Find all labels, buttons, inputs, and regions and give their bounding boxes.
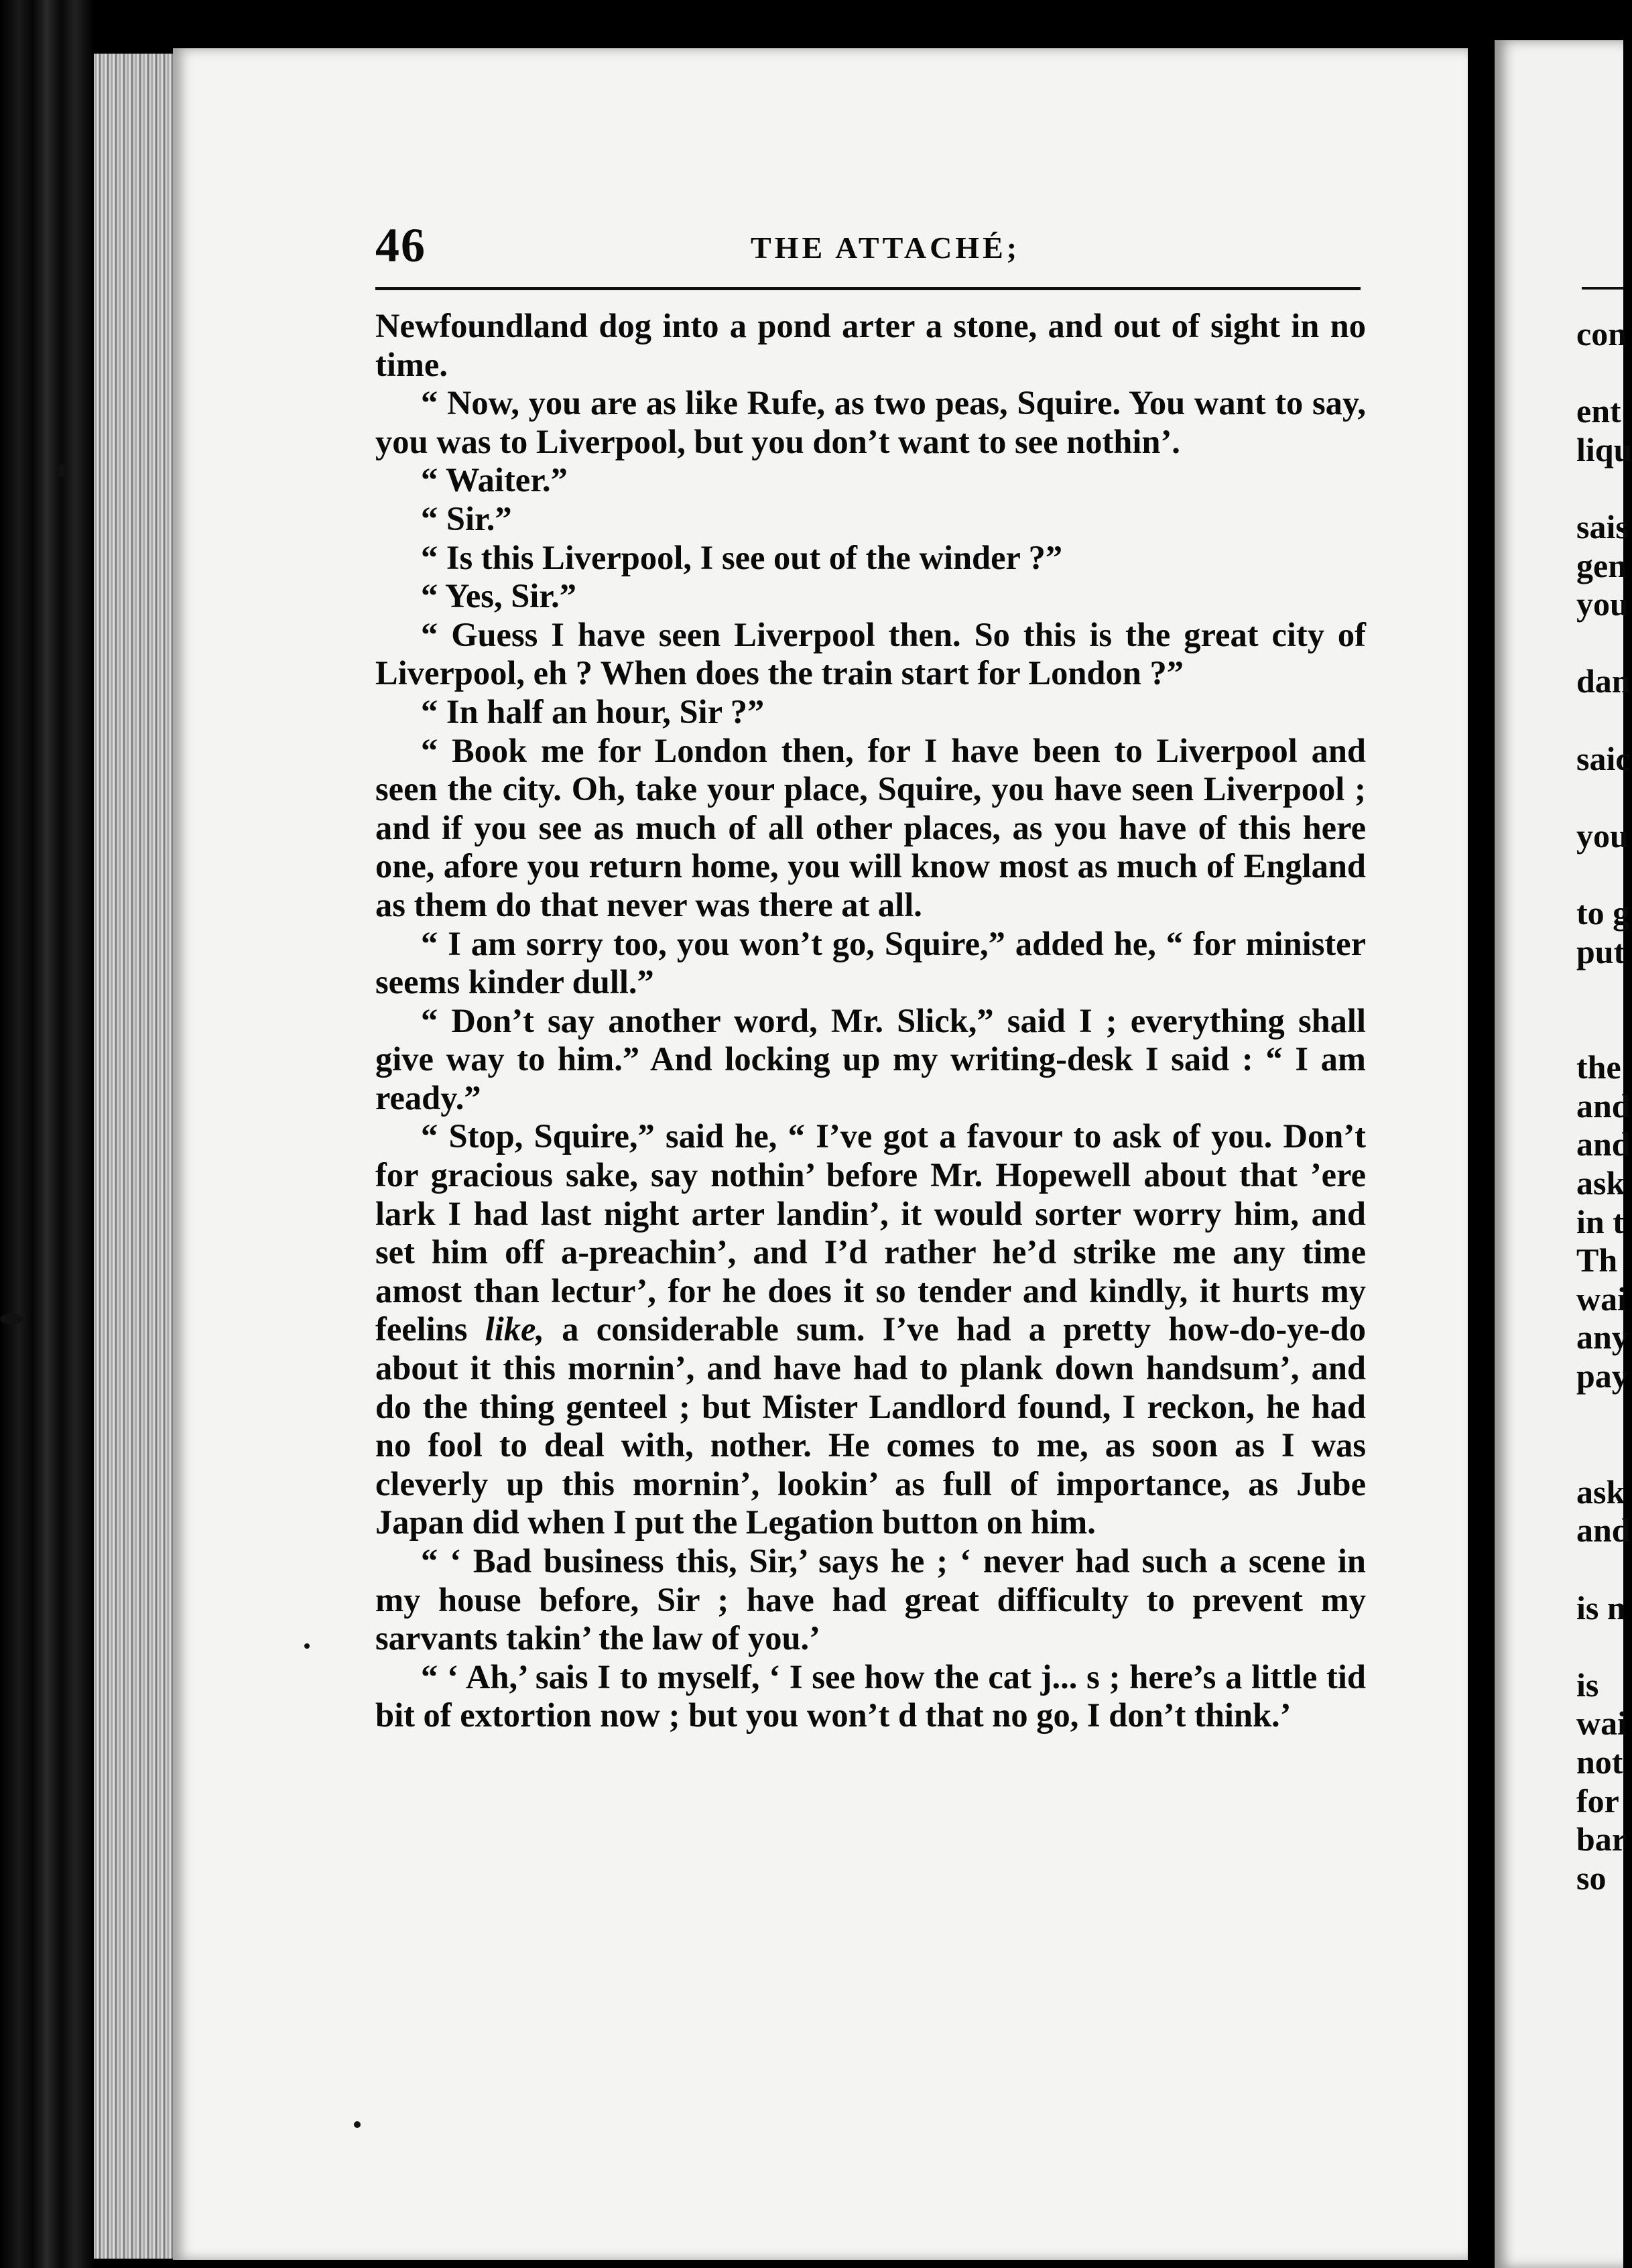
facing-line-fragment: and [1576,1511,1631,1550]
facing-line-fragment [1576,701,1623,740]
facing-line-fragment: you [1576,816,1629,855]
facing-line-fragment: and [1576,1125,1631,1163]
scan-speck [354,2121,361,2128]
paragraph [375,1117,1366,1542]
facing-line-fragment: Th [1576,1241,1618,1279]
paragraph: “ Guess I have seen Liverpool then. So this is the great city of Liverpool, eh ? When does the train start for London ?” [375,615,1366,692]
facing-line-fragment: to g [1576,893,1630,932]
facing-line-fragment: pay [1576,1357,1629,1395]
facing-line-fragment: con [1576,315,1627,353]
binding-gutter [1468,40,1495,2268]
facing-line-fragment: is [1576,1665,1599,1704]
facing-line-fragment: dan [1576,662,1631,700]
facing-line-fragment: so [1576,1858,1607,1897]
facing-line-fragment: is n [1576,1588,1626,1627]
scan-speck [304,1643,310,1649]
facing-line-fragment: bar [1576,1820,1627,1858]
paragraph: “ Sir.” [421,499,512,538]
book-edge [0,0,94,2268]
facing-line-fragment: and [1576,1086,1631,1125]
paragraph-text: a considerable sum. I’ve had a pretty how-do-ye-do about it this mornin’, and have had to plank down handsum’, and do the thing genteel ; but Mister Landlord found, I reckon, he had no fool to deal with, nother. He comes to me, as soon as I was cleverly up this mornin’, lookin’ as full of importance, as Jube Japan did when I put the Legation button on him. [375,1310,1366,1541]
paragraph: “ Is this Liverpool, I see out of the winder ?” [421,538,1063,576]
paragraph: “ I am sorry too, you won’t go, Squire,” added he, “ for minister seems kinder dull.” [375,924,1366,1001]
facing-line-fragment [1576,469,1623,508]
paragraph: “ Yes, Sir.” [421,577,576,615]
facing-line-fragment [1576,624,1623,663]
facing-line-fragment: for [1576,1781,1619,1820]
paragraph: “ Book me for London then, for I have been to Liverpool and seen the city. Oh, take your place, Squire, you have seen Liverpool ; and if you see as much of all other places, as you have of this here one, afore you return home, you will know most as much of England as them do that never was there at all. [375,731,1366,924]
facing-line-fragment: ent [1576,392,1621,430]
facing-line-fragment: wai [1576,1279,1627,1318]
paragraph: “ Now, you are as like Rufe, as two peas, Squire. You want to say, you was to Liverpool, but you don’t want to see nothin’. [375,384,1366,460]
facing-line-fragment: you [1576,585,1629,623]
facing-line-fragment: put [1576,932,1625,970]
facing-line-fragment [1576,1010,1623,1049]
facing-line-fragment [1576,1396,1623,1435]
facing-line-fragment: any [1576,1318,1629,1357]
facing-page-text [1576,315,1632,1897]
facing-line-fragment [1576,971,1623,1010]
paragraph-text: “ Stop, Squire,” said he, “ I’ve got a favour to ask of you. Don’t for gracious sake, say nothin’ before Mr. Hopewell about that ’ere lark I had last night arter landin’, it would sorter worry him, and set him off a-preachin’, and I’d rather he’d strike me any time amost than lectur’, for he does it so tender and kindly, it hurts my feelins [375,1117,1366,1348]
facing-line-fragment: in t [1576,1202,1624,1241]
running-title: THE ATTACHÉ; [751,231,1021,265]
facing-line-fragment: gen [1576,546,1627,584]
scan-speck [56,464,66,477]
facing-line-fragment [1576,1434,1623,1473]
facing-line-fragment: ask [1576,1164,1625,1202]
facing-line-fragment: ask [1576,1472,1625,1511]
facing-page-rule [1582,287,1623,290]
running-head [375,218,1354,278]
italic-word: like, [485,1310,545,1348]
header-rule [375,287,1361,290]
facing-line-fragment: liqu [1576,430,1632,468]
facing-line-fragment [1576,855,1623,894]
paragraph: “ ‘ Ah,’ sais I to myself, ‘ I see how the cat j... s ; here’s a little tid bit of extortion now ; but you won’t d that no go, I don’t think.’ [375,1657,1366,1735]
facing-line-fragment: sais [1576,507,1629,546]
paragraph: “ ‘ Bad business this, Sir,’ says he ; ‘ never had such a scene in my house before, Sir ; have had great difficulty to prevent my sarvants takin’ the law of you.’ [375,1542,1366,1657]
paragraph: “ Waiter.” [421,461,568,499]
paragraph: Newfoundland dog into a pond arter a stone, and out of sight in no time. [375,307,1366,383]
facing-line-fragment [1576,354,1623,393]
facing-line-fragment: wai [1576,1704,1627,1743]
paragraph: “ In half an hour, Sir ?” [421,692,765,731]
facing-line-fragment [1576,1627,1623,1666]
facing-line-fragment: the [1576,1048,1621,1086]
page-number: 46 [375,218,426,272]
scan-speck [0,1314,23,1324]
body-text [375,307,1366,1735]
paragraph: “ Don’t say another word, Mr. Slick,” said I ; everything shall give way to him.” And locking up my writing-desk I said : “ I am ready.” [375,1001,1366,1117]
facing-line-fragment [1576,1550,1623,1589]
facing-line-fragment [1576,778,1623,817]
facing-line-fragment: not [1576,1743,1623,1781]
facing-line-fragment: saic [1576,739,1631,777]
page-stack-edge [94,54,174,2259]
